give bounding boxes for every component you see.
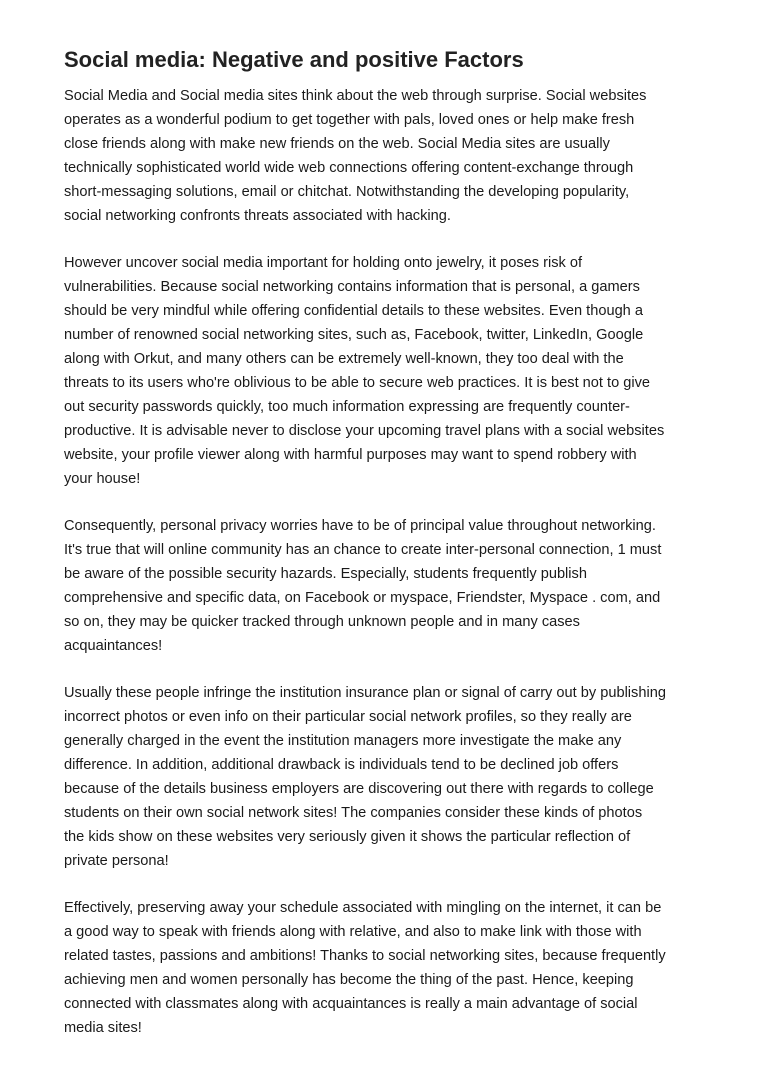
text-line: because of the details business employers are discovering out there with regards to college xyxy=(64,781,654,797)
text-line: However uncover social media important for holding onto jewelry, it poses risk of xyxy=(64,255,583,271)
text-line: Usually these people infringe the institution insurance plan or signal of carry out by publishing xyxy=(64,685,666,701)
text-line: the kids show on these websites very seriously given it shows the particular reflection of xyxy=(64,829,631,845)
text-line: number of renowned social networking sites, such as, Facebook, twitter, LinkedIn, Google xyxy=(64,327,644,343)
paragraph xyxy=(64,84,724,228)
text-line: close friends along with make new friends on the web. Social Media sites are usually xyxy=(64,136,610,152)
text-line: Effectively, preserving away your schedule associated with mingling on the internet, it can be xyxy=(64,900,662,916)
paragraph xyxy=(64,681,724,873)
text-line: incorrect photos or even info on their particular social network profiles, so they really are xyxy=(64,709,632,725)
text-line: operates as a wonderful podium to get together with pals, loved ones or help make fresh xyxy=(64,112,635,128)
text-line: difference. In addition, additional drawback is individuals tend to be declined job offers xyxy=(64,757,619,773)
text-line: connected with classmates along with acquaintances is really a main advantage of social xyxy=(64,996,638,1012)
paragraph xyxy=(64,896,724,1040)
text-line: along with Orkut, and many others can be extremely well-known, they too deal with the xyxy=(64,351,624,367)
document-title: Social media: Negative and positive Factors xyxy=(64,46,524,72)
paragraph xyxy=(64,514,724,658)
text-line: a good way to speak with friends along with relative, and also to make link with those with xyxy=(64,924,642,940)
text-line: short-messaging solutions, email or chitchat. Notwithstanding the developing popularity, xyxy=(64,184,630,200)
text-line: website, your profile viewer along with harmful purposes may want to spend robbery with xyxy=(64,447,637,463)
paragraph xyxy=(64,251,724,491)
text-line: media sites! xyxy=(64,1020,142,1036)
text-line: your house! xyxy=(64,471,141,487)
text-line: It's true that will online community has an chance to create inter-personal connection, 1 must xyxy=(64,542,662,558)
text-line: private persona! xyxy=(64,853,169,869)
text-line: productive. It is advisable never to disclose your upcoming travel plans with a social websites xyxy=(64,423,665,439)
text-line: generally charged in the event the institution managers more investigate the make any xyxy=(64,733,622,749)
text-line: comprehensive and specific data, on Facebook or myspace, Friendster, Myspace . com, and xyxy=(64,590,661,606)
text-line: Social Media and Social media sites think about the web through surprise. Social websites xyxy=(64,88,647,104)
text-line: achieving men and women personally has become the thing of the past. Hence, keeping xyxy=(64,972,634,988)
text-line: vulnerabilities. Because social networking contains information that is personal, a gamers xyxy=(64,279,640,295)
document-body xyxy=(64,84,724,1063)
text-line: related tastes, passions and ambitions! Thanks to social networking sites, because frequently xyxy=(64,948,666,964)
text-line: so on, they may be quicker tracked through unknown people and in many cases xyxy=(64,614,580,630)
text-line: social networking confronts threats associated with hacking. xyxy=(64,208,451,224)
text-line: technically sophisticated world wide web connections offering content-exchange through xyxy=(64,160,634,176)
text-line: students on their own social network sites! The companies consider these kinds of photos xyxy=(64,805,643,821)
text-line: acquaintances! xyxy=(64,638,163,654)
text-line: Consequently, personal privacy worries have to be of principal value throughout networking. xyxy=(64,518,656,534)
text-line: be aware of the possible security hazards. Especially, students frequently publish xyxy=(64,566,587,582)
text-line: threats to its users who're oblivious to be able to secure web practices. It is best not to give xyxy=(64,375,651,391)
text-line: should be very mindful while offering confidential details to these websites. Even though a xyxy=(64,303,643,319)
text-line: out security passwords quickly, too much information expressing are frequently counter- xyxy=(64,399,630,415)
